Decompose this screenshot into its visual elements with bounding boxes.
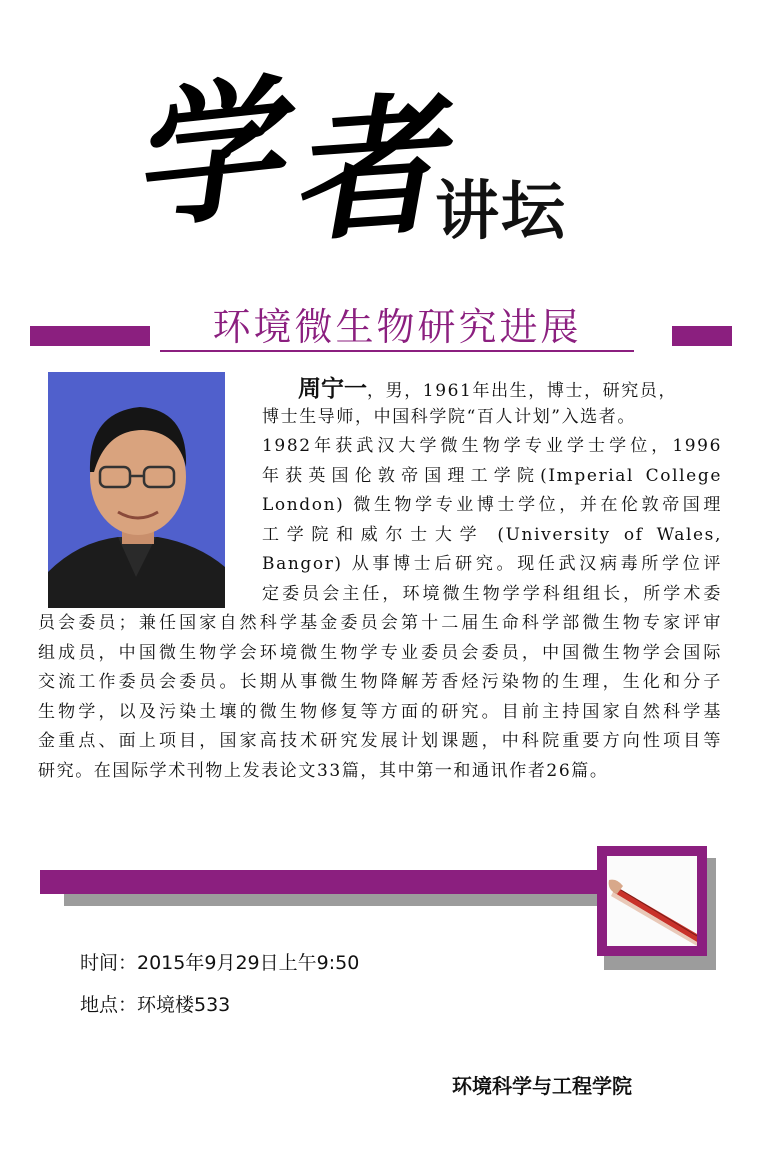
bio-text: ，男，1961年出生，博士，研究员， (367, 381, 678, 401)
bio-line-4: 年获英国伦敦帝国理工学院(Imperial College (262, 466, 722, 486)
pen-icon (607, 856, 697, 946)
organizer: 环境科学与工程学院 (452, 1074, 632, 1098)
topic-underline (160, 350, 634, 352)
speaker-photo (48, 372, 225, 608)
topic-title: 环境微生物研究进展 (212, 305, 582, 349)
bio-line-13: 金重点、面上项目，国家高技术研究发展计划课题，中科院重要方向性项目等 (38, 731, 722, 751)
portrait-illustration (48, 372, 225, 608)
bio-line-6: 工学院和威尔士大学 (University of Wales, (262, 525, 722, 545)
bio-line-2: 博士生导师，中国科学院“百人计划”入选者。 (262, 407, 636, 427)
bottom-bar (40, 870, 600, 894)
topic-bar-right (672, 326, 732, 346)
bio-line-5: London) 微生物学专业博士学位，并在伦敦帝国理 (262, 495, 722, 515)
event-location: 地点：环境楼533 (80, 994, 231, 1016)
bio-line-1 (298, 374, 677, 407)
pen-image (607, 856, 697, 946)
bio-line-12: 生物学，以及污染土壤的微生物修复等方面的研究。目前主持国家自然科学基 (38, 702, 722, 722)
event-time: 时间：2015年9月29日上午9:50 (80, 952, 360, 974)
bio-line-14: 研究。在国际学术刊物上发表论文33篇，其中第一和通讯作者26篇。 (38, 761, 609, 781)
bio-line-8: 定委员会主任，环境微生物学学科组组长，所学术委 (262, 584, 722, 604)
bio-line-3: 1982年获武汉大学微生物学专业学士学位，1996 (262, 436, 722, 456)
bio-line-11: 交流工作委员会委员。长期从事微生物降解芳香烃污染物的生理，生化和分子 (38, 672, 722, 692)
title-char-zhe: 者 (284, 76, 446, 264)
topic-bar-left (30, 326, 150, 346)
title-char-xue: 学 (121, 59, 289, 251)
bio-line-9: 员会委员；兼任国家自然科学基金委员会第十二届生命科学部微生物专家评审 (38, 613, 722, 633)
bio-line-7: Bangor) 从事博士后研究。现任武汉病毒所学位评 (262, 554, 722, 574)
speaker-name: 周宁一 (298, 375, 367, 402)
bio-line-10: 组成员，中国微生物学会环境微生物学专业委员会委员，中国微生物学会国际 (38, 643, 722, 663)
title-forum: 讲坛 (435, 175, 567, 249)
